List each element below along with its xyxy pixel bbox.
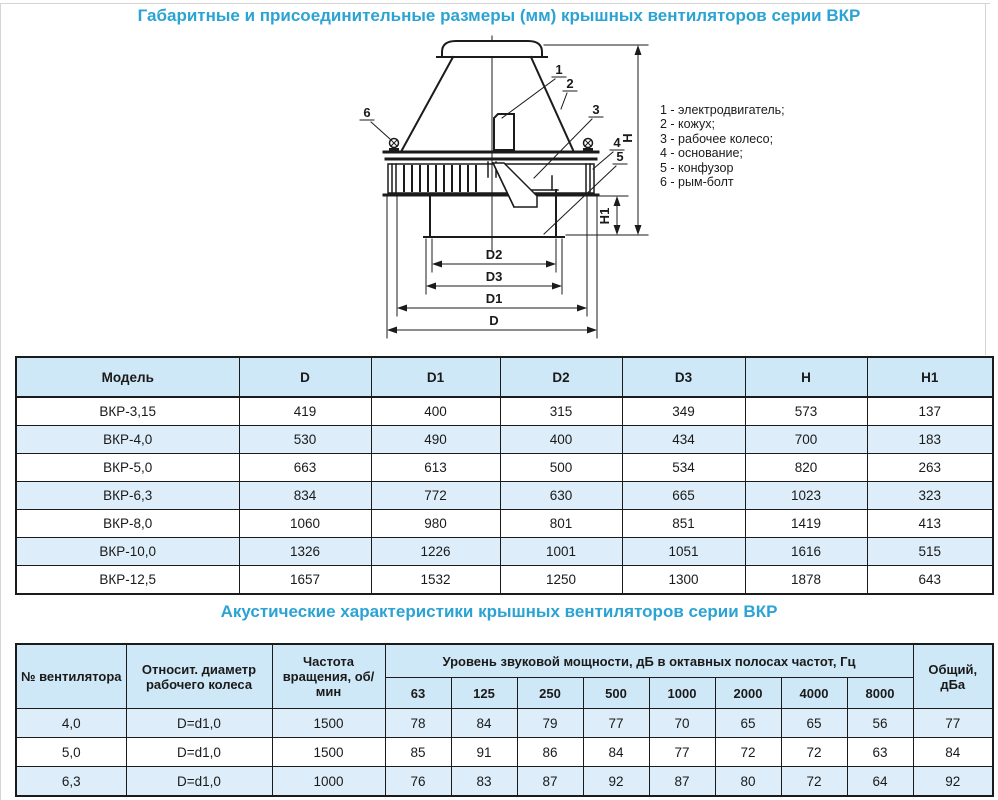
dimension-cell: 1616 [745, 538, 867, 566]
freq-col-header-2: 250 [517, 678, 583, 709]
part-label-3: 3 [592, 102, 600, 117]
dimension-cell: 700 [745, 426, 867, 454]
rel-diameter-cell: D=d1,0 [126, 709, 272, 738]
dims-col-header-5: H [745, 357, 867, 397]
fan-technical-drawing [330, 26, 662, 360]
value-cell: 92 [583, 767, 649, 797]
dimensions-table-header-row [16, 357, 993, 397]
dim-label-d1: D1 [485, 291, 503, 306]
value-cell: 83 [451, 767, 517, 797]
dimension-cell: 413 [867, 510, 993, 538]
motor [494, 114, 514, 150]
table-row [16, 566, 993, 595]
dimension-cell: 630 [500, 482, 622, 510]
part-label-4: 4 [613, 135, 621, 150]
dimension-cell: 1051 [622, 538, 745, 566]
dims-col-header-0: Модель [16, 357, 239, 397]
value-cell: 65 [715, 709, 781, 738]
model-cell: ВКР-6,3 [16, 482, 239, 510]
page-frame-left [0, 3, 1, 800]
value-cell: 87 [517, 767, 583, 797]
legend-item: 4 - основание; [660, 146, 743, 161]
legend-item: 1 - электродвигатель; [660, 103, 785, 117]
dimension-cell: 772 [371, 482, 500, 510]
dim-label-d2: D2 [485, 247, 503, 262]
dimension-cell: 400 [500, 426, 622, 454]
dimension-cell: 980 [371, 510, 500, 538]
value-cell: 92 [913, 767, 993, 797]
base-slats [404, 166, 476, 191]
legend-item: 3 - рабочее колесо; [660, 131, 774, 146]
value-cell: 86 [517, 738, 583, 767]
dimension-cell: 1023 [745, 482, 867, 510]
model-cell: ВКР-12,5 [16, 566, 239, 595]
table-row [16, 767, 993, 797]
fan-no-cell: 5,0 [16, 738, 126, 767]
page-title-dimensions: Габаритные и присоединительные размеры (мм) крышных вентиляторов серии ВКР [137, 6, 861, 25]
value-cell: 77 [913, 709, 993, 738]
impeller [493, 163, 537, 207]
value-cell: 84 [913, 738, 993, 767]
rel-diameter-cell: D=d1,0 [126, 738, 272, 767]
legend-item: 5 - конфузор [660, 160, 734, 175]
dimension-cell: 643 [867, 566, 993, 595]
dims-col-header-1: D [239, 357, 371, 397]
dimension-cell: 530 [239, 426, 371, 454]
fan-cap [442, 41, 542, 57]
value-cell: 70 [649, 709, 715, 738]
value-cell: 64 [847, 767, 913, 797]
table-row [16, 538, 993, 566]
dim-label-d: D [489, 313, 499, 328]
dimension-cell: 419 [239, 397, 371, 426]
freq-col-header-6: 4000 [781, 678, 847, 709]
page-frame-top [0, 3, 990, 4]
dimension-cell: 1657 [239, 566, 371, 595]
freq-col-header-4: 1000 [649, 678, 715, 709]
value-cell: 1000 [272, 767, 385, 797]
table-row [16, 510, 993, 538]
table-row [16, 426, 993, 454]
value-cell: 1500 [272, 738, 385, 767]
col-header-fan-no: № вентилятора [16, 644, 126, 709]
col-header-rel-diameter: Относит. диаметр рабочего колеса [126, 644, 272, 709]
dimension-cell: 613 [371, 454, 500, 482]
value-cell: 78 [385, 709, 451, 738]
dimension-D2 [432, 239, 556, 272]
model-cell: ВКР-3,15 [16, 397, 239, 426]
dims-col-header-6: H1 [867, 357, 993, 397]
callout-2 [561, 76, 577, 109]
part-label-5: 5 [616, 149, 624, 164]
legend-item: 6 - рым-болт [660, 175, 734, 190]
col-header-spl-group: Уровень звуковой мощности, дБ в октавных полосах частот, Гц [385, 644, 913, 678]
value-cell: 85 [385, 738, 451, 767]
dimension-cell: 515 [867, 538, 993, 566]
freq-col-header-7: 8000 [847, 678, 913, 709]
value-cell: 76 [385, 767, 451, 797]
dimension-cell: 434 [622, 426, 745, 454]
dim-label-d3: D3 [485, 269, 503, 284]
rym-bolt-icon [583, 139, 593, 153]
dimension-cell: 500 [500, 454, 622, 482]
dimension-cell: 1532 [371, 566, 500, 595]
dimension-cell: 1878 [745, 566, 867, 595]
freq-col-header-3: 500 [583, 678, 649, 709]
value-cell: 63 [847, 738, 913, 767]
dim-label-h: H [620, 133, 635, 143]
value-cell: 72 [715, 738, 781, 767]
fan-drawing-svg [330, 26, 662, 360]
value-cell: 56 [847, 709, 913, 738]
table-row [16, 397, 993, 426]
value-cell: 87 [649, 767, 715, 797]
rym-bolt-icon [389, 139, 399, 153]
dimension-cell: 1226 [371, 538, 500, 566]
value-cell: 72 [781, 738, 847, 767]
cowl-left [402, 57, 453, 150]
value-cell: 80 [715, 767, 781, 797]
acoustic-table [15, 643, 994, 797]
value-cell: 65 [781, 709, 847, 738]
table-row [16, 709, 993, 738]
dimension-cell: 183 [867, 426, 993, 454]
dimension-cell: 400 [371, 397, 500, 426]
dimension-cell: 573 [745, 397, 867, 426]
value-cell: 77 [649, 738, 715, 767]
dimension-cell: 1300 [622, 566, 745, 595]
part-label-6: 6 [363, 105, 371, 120]
dimension-cell: 851 [622, 510, 745, 538]
dimension-cell: 1250 [500, 566, 622, 595]
value-cell: 84 [583, 738, 649, 767]
base-band [388, 164, 594, 193]
freq-col-header-1: 125 [451, 678, 517, 709]
dims-col-header-2: D1 [371, 357, 500, 397]
dimension-cell: 801 [500, 510, 622, 538]
dimension-cell: 663 [239, 454, 371, 482]
dimension-cell: 1060 [239, 510, 371, 538]
dimension-cell: 834 [239, 482, 371, 510]
freq-col-header-0: 63 [385, 678, 451, 709]
dims-col-header-4: D3 [622, 357, 745, 397]
parts-legend [660, 103, 850, 189]
table-row [16, 454, 993, 482]
callout-1 [502, 62, 566, 118]
table-row [16, 482, 993, 510]
part-label-1: 1 [555, 62, 563, 77]
value-cell: 84 [451, 709, 517, 738]
dimension-cell: 323 [867, 482, 993, 510]
fan-no-cell: 4,0 [16, 709, 126, 738]
col-header-rotation: Частота вращения, об/мин [272, 644, 385, 709]
rel-diameter-cell: D=d1,0 [126, 767, 272, 797]
legend-item: 2 - кожух; [660, 117, 715, 132]
page-frame-right [985, 3, 986, 355]
dimension-cell: 1419 [745, 510, 867, 538]
model-cell: ВКР-4,0 [16, 426, 239, 454]
value-cell: 79 [517, 709, 583, 738]
cowl-right [531, 57, 573, 150]
dims-col-header-3: D2 [500, 357, 622, 397]
model-cell: ВКР-5,0 [16, 454, 239, 482]
callout-6 [360, 105, 390, 139]
col-header-total: Общий, дБа [913, 644, 993, 709]
fan-no-cell: 6,3 [16, 767, 126, 797]
value-cell: 91 [451, 738, 517, 767]
dimension-cell: 534 [622, 454, 745, 482]
dim-label-h1: H1 [597, 207, 612, 225]
dimension-cell: 263 [867, 454, 993, 482]
page-title-acoustic: Акустические характеристики крышных вентиляторов серии ВКР [220, 602, 778, 621]
dimension-cell: 349 [622, 397, 745, 426]
dimension-cell: 665 [622, 482, 745, 510]
value-cell: 1500 [272, 709, 385, 738]
dimensions-table [15, 356, 994, 595]
model-cell: ВКР-10,0 [16, 538, 239, 566]
dimension-cell: 1001 [500, 538, 622, 566]
dimension-cell: 137 [867, 397, 993, 426]
freq-col-header-5: 2000 [715, 678, 781, 709]
model-cell: ВКР-8,0 [16, 510, 239, 538]
dimension-cell: 315 [500, 397, 622, 426]
dimension-cell: 490 [371, 426, 500, 454]
dimension-cell: 820 [745, 454, 867, 482]
table-row [16, 738, 993, 767]
part-label-2: 2 [566, 76, 574, 91]
dimension-cell: 1326 [239, 538, 371, 566]
value-cell: 72 [781, 767, 847, 797]
acoustic-header-row-1 [16, 644, 993, 678]
value-cell: 77 [583, 709, 649, 738]
